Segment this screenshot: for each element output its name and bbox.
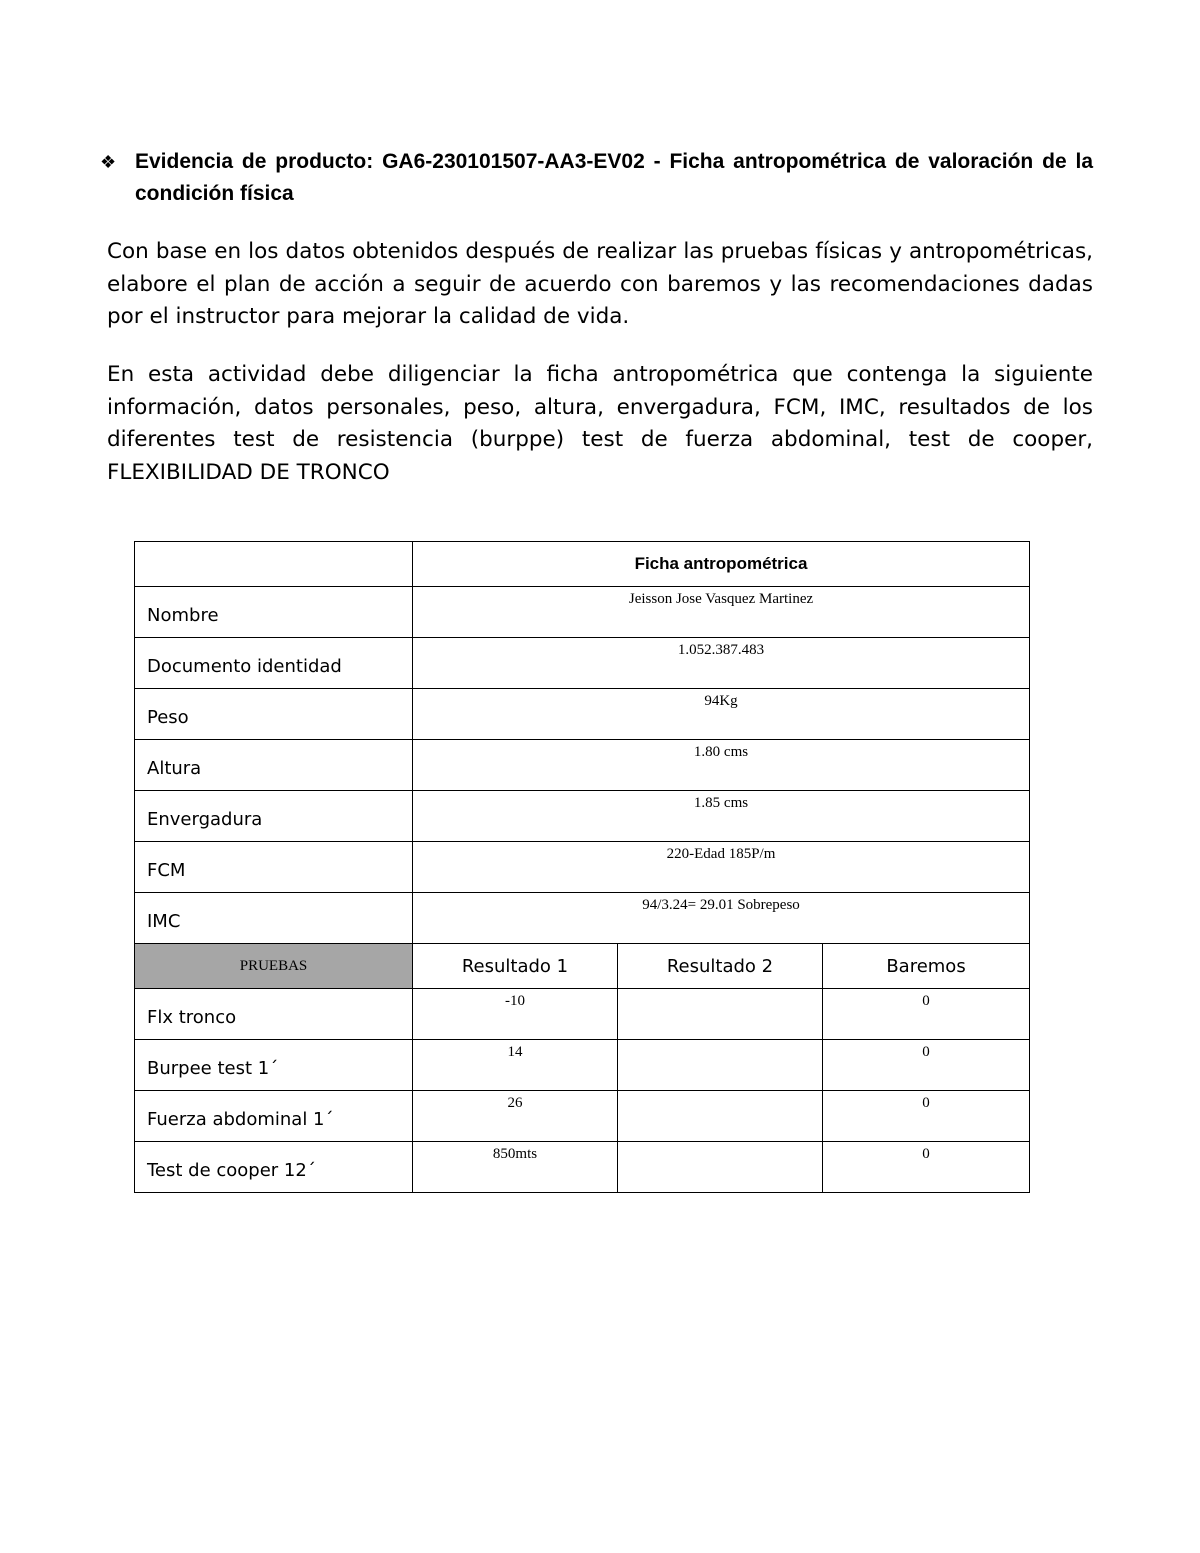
field-value: Jeisson Jose Vasquez Martinez xyxy=(413,587,1030,638)
test-label: Fuerza abdominal 1´ xyxy=(135,1091,413,1142)
field-label: Documento identidad xyxy=(135,638,413,689)
field-value: 94/3.24= 29.01 Sobrepeso xyxy=(413,893,1030,944)
field-label: FCM xyxy=(135,842,413,893)
pruebas-header: PRUEBAS xyxy=(135,944,413,989)
test-label: Flx tronco xyxy=(135,989,413,1040)
paragraph-instructions: Con base en los datos obtenidos después de realizar las pruebas físicas y antropométricas, elabore el plan de acción a seguir de acuerdo con baremos y las recomendaciones dadas por el instructor para mejorar la calidad de vida. xyxy=(107,239,1093,329)
test-baremos: 0 xyxy=(823,1142,1030,1193)
test-label: Test de cooper 12´ xyxy=(135,1142,413,1193)
field-value: 1.80 cms xyxy=(413,740,1030,791)
table-row xyxy=(135,740,1030,791)
table-row xyxy=(135,893,1030,944)
resultado-2-header: Resultado 2 xyxy=(618,944,823,989)
field-label: Peso xyxy=(135,689,413,740)
test-result-2 xyxy=(618,1142,823,1193)
test-result-1: 850mts xyxy=(413,1142,618,1193)
baremos-header: Baremos xyxy=(823,944,1030,989)
field-label: Altura xyxy=(135,740,413,791)
heading-text: Evidencia de producto: GA6-230101507-AA3-EV02 - Ficha antropométrica de valoración de la condición física xyxy=(135,150,1093,205)
table-header-row xyxy=(135,542,1030,587)
test-result-2 xyxy=(618,1091,823,1142)
section-heading xyxy=(100,146,1093,210)
resultado-1-header: Resultado 1 xyxy=(413,944,618,989)
field-label: Envergadura xyxy=(135,791,413,842)
test-baremos: 0 xyxy=(823,1040,1030,1091)
test-row xyxy=(135,1040,1030,1091)
test-baremos: 0 xyxy=(823,989,1030,1040)
test-baremos: 0 xyxy=(823,1091,1030,1142)
table-row xyxy=(135,587,1030,638)
test-row xyxy=(135,989,1030,1040)
paragraph-activity: En esta actividad debe diligenciar la ficha antropométrica que contenga la siguiente información, datos personales, peso, altura, envergadura, FCM, IMC, resultados de los diferentes test de resistencia (burppe) test de fuerza abdominal, test de cooper, FLEXIBILIDAD DE TRONCO xyxy=(107,362,1093,485)
field-label: Nombre xyxy=(135,587,413,638)
test-result-1: 14 xyxy=(413,1040,618,1091)
test-result-2 xyxy=(618,989,823,1040)
field-value: 94Kg xyxy=(413,689,1030,740)
tests-header-row xyxy=(135,944,1030,989)
test-row xyxy=(135,1091,1030,1142)
field-value: 1.85 cms xyxy=(413,791,1030,842)
table-row xyxy=(135,791,1030,842)
test-label: Burpee test 1´ xyxy=(135,1040,413,1091)
field-value: 220-Edad 185P/m xyxy=(413,842,1030,893)
test-row xyxy=(135,1142,1030,1193)
empty-header-cell xyxy=(135,542,413,587)
test-result-2 xyxy=(618,1040,823,1091)
field-value: 1.052.387.483 xyxy=(413,638,1030,689)
table-title: Ficha antropométrica xyxy=(413,542,1030,587)
table-row xyxy=(135,689,1030,740)
diamond-bullet-icon: ❖ xyxy=(100,152,117,172)
anthropometric-table xyxy=(134,541,1030,1193)
test-result-1: -10 xyxy=(413,989,618,1040)
table-row xyxy=(135,842,1030,893)
test-result-1: 26 xyxy=(413,1091,618,1142)
table-row xyxy=(135,638,1030,689)
field-label: IMC xyxy=(135,893,413,944)
